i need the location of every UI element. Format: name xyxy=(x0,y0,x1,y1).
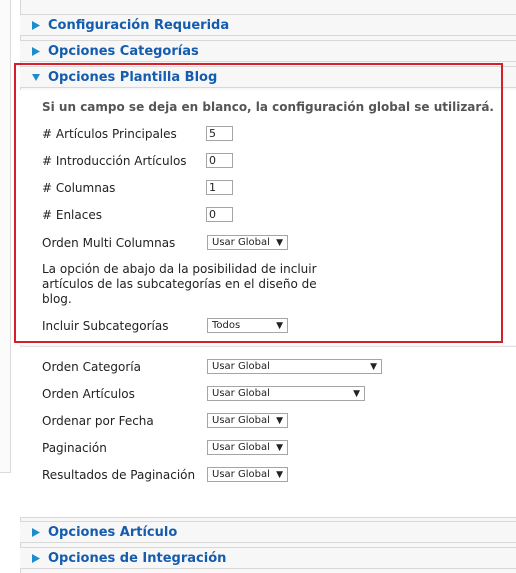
collapsed-arrow-icon xyxy=(32,47,40,56)
orden-articulos-select[interactable] xyxy=(207,386,365,401)
paginacion-select[interactable] xyxy=(207,440,288,455)
select-value: Usar Global xyxy=(212,361,270,372)
dropdown-arrow-icon: ▼ xyxy=(276,416,283,426)
global-config-notice: Si un campo se deja en blanco, la configuración global se utilizará. xyxy=(42,100,494,114)
incluir-subcategorias-select[interactable] xyxy=(207,318,288,333)
panel-title: Opciones Categorías xyxy=(48,43,199,59)
label-columnas: # Columnas xyxy=(42,181,116,195)
subcategories-description: La opción de abajo da la posibilidad de incluir artículos de las subcategorías en el diseño de blog. xyxy=(42,262,317,306)
label-articulos-principales: # Artículos Principales xyxy=(42,127,177,141)
columnas-input[interactable]: 1 xyxy=(206,180,233,195)
label-incluir-subcategorias: Incluir Subcategorías xyxy=(42,319,169,333)
collapsed-arrow-icon xyxy=(32,528,40,537)
label-ordenar-por-fecha: Ordenar por Fecha xyxy=(42,414,154,428)
label-introduccion-articulos: # Introducción Artículos xyxy=(42,154,187,168)
label-orden-categoria: Orden Categoría xyxy=(42,360,141,374)
resultados-paginacion-select[interactable] xyxy=(207,467,288,482)
select-value: Usar Global xyxy=(212,388,270,399)
label-orden-articulos: Orden Artículos xyxy=(42,387,135,401)
panel-configuracion-requerida[interactable] xyxy=(20,14,516,36)
dropdown-arrow-icon: ▼ xyxy=(370,362,377,372)
label-orden-multi-columnas: Orden Multi Columnas xyxy=(42,236,176,250)
panel-opciones-integracion[interactable] xyxy=(20,547,516,569)
collapsed-arrow-icon xyxy=(32,554,40,563)
introduccion-articulos-input[interactable]: 0 xyxy=(206,153,233,168)
articulos-principales-input[interactable]: 5 xyxy=(206,126,233,141)
select-value: Usar Global xyxy=(212,442,270,453)
panel-opciones-categorias[interactable] xyxy=(20,40,516,62)
panel-title: Opciones Plantilla Blog xyxy=(48,69,218,85)
panel-title: Opciones Artículo xyxy=(48,524,178,540)
orden-multi-columnas-select[interactable] xyxy=(207,235,288,250)
panel-opciones-articulo[interactable] xyxy=(20,521,516,543)
dropdown-arrow-icon: ▼ xyxy=(276,470,283,480)
dropdown-arrow-icon: ▼ xyxy=(353,389,360,399)
left-panel xyxy=(0,0,11,473)
dropdown-arrow-icon: ▼ xyxy=(276,321,283,331)
collapsed-arrow-icon xyxy=(32,21,40,30)
select-value: Todos xyxy=(212,320,241,331)
label-resultados-paginacion: Resultados de Paginación xyxy=(42,468,196,482)
enlaces-input[interactable]: 0 xyxy=(206,207,233,222)
select-value: Usar Global xyxy=(212,469,270,480)
select-value: Usar Global xyxy=(212,237,270,248)
select-value: Usar Global xyxy=(212,415,270,426)
ordenar-por-fecha-select[interactable] xyxy=(207,413,288,428)
expanded-arrow-icon xyxy=(32,73,40,82)
label-enlaces: # Enlaces xyxy=(42,208,102,222)
panel-title: Opciones de Integración xyxy=(48,550,227,566)
panel-title: Configuración Requerida xyxy=(48,17,230,33)
orden-categoria-select[interactable] xyxy=(207,359,382,374)
panel-opciones-plantilla-blog[interactable] xyxy=(20,66,516,88)
dropdown-arrow-icon: ▼ xyxy=(276,443,283,453)
dropdown-arrow-icon: ▼ xyxy=(276,238,283,248)
label-paginacion: Paginación xyxy=(42,441,107,455)
